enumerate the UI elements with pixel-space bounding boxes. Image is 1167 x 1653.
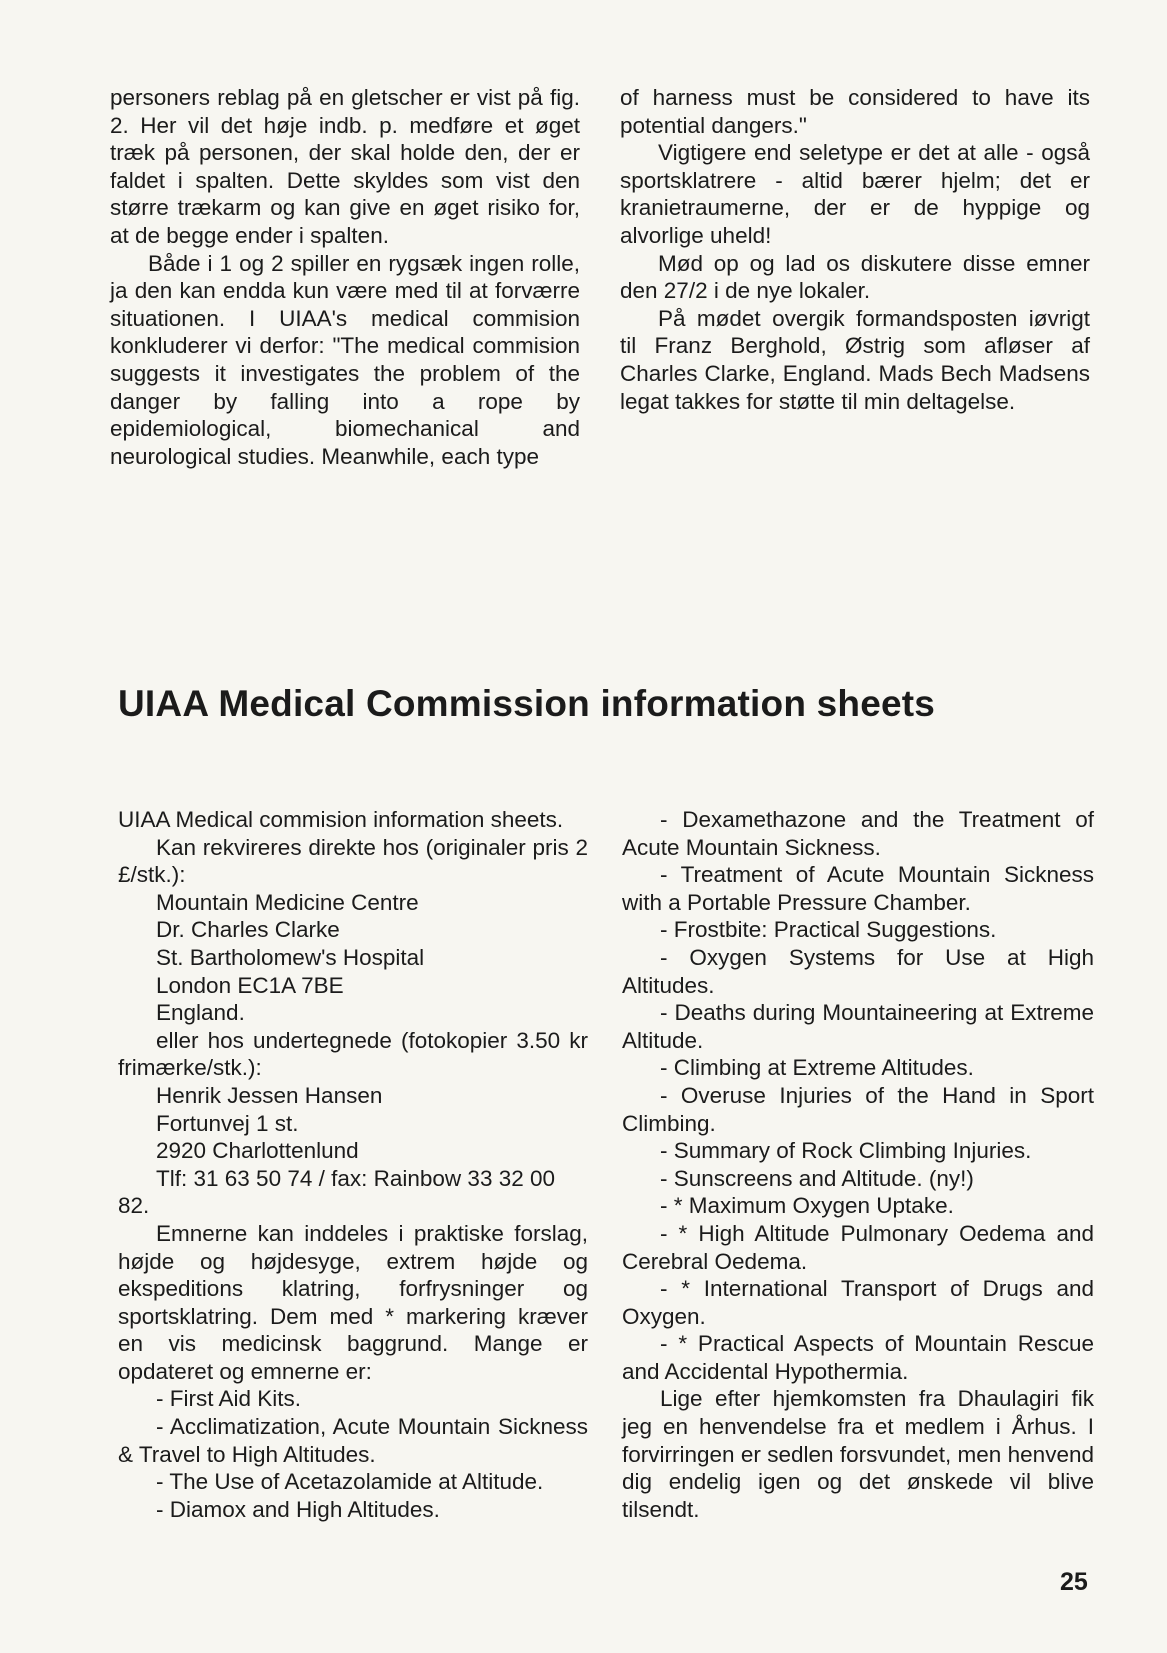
list-item: - Climbing at Extreme Altitudes. (660, 1055, 974, 1081)
list-item: - Deaths during Mountaineering at Extreme Altitude. (622, 1000, 1094, 1053)
address-line: St. Bartholomew's Hospital (156, 944, 425, 970)
paragraph: Vigtigere end seletype er det at alle - også sportsklatrere - altid bærer hjelm; det er kranietraumerne, der er de hyppige og alvorlige uheld! (620, 140, 1090, 248)
address-line: Mountain Medicine Centre (156, 889, 419, 915)
address-line: England. (156, 1000, 245, 1026)
address-block-clarke (118, 889, 588, 1027)
top-left-column (110, 84, 580, 470)
list-item: - Summary of Rock Climbing Injuries. (660, 1138, 1032, 1164)
address-block-hansen (118, 1082, 588, 1165)
list-item: - First Aid Kits. (156, 1386, 302, 1412)
paragraph: of harness must be considered to have its potential dangers." (620, 85, 1090, 138)
bottom-left-column (118, 806, 588, 1523)
address-line: Henrik Jessen Hansen (156, 1082, 383, 1108)
paragraph: På mødet overgik formandsposten iøvrigt til Franz Berghold, Østrig som afløser af Charles Clarke, England. Mads Bech Madsens legat takkes for støtte til min deltagelse. (620, 305, 1090, 414)
list-item: - Treatment of Acute Mountain Sickness with a Portable Pressure Chamber. (622, 862, 1094, 915)
order-line: Kan rekvireres direkte hos (originaler pris 2 £/stk.): (118, 834, 588, 888)
address-line: London EC1A 7BE (156, 972, 344, 998)
section-heading: UIAA Medical Commission information sheets (118, 683, 936, 724)
paragraph: Mød op og lad os diskutere disse emner den 27/2 i de nye lokaler. (620, 250, 1090, 304)
list-item: - Frostbite: Practical Suggestions. (660, 917, 997, 943)
alternative-order-line: eller hos undertegnede (fotokopier 3.50 kr frimærke/stk.): (118, 1027, 588, 1081)
list-item: - Overuse Injuries of the Hand in Sport Climbing. (622, 1082, 1094, 1136)
list-item: - Diamox and High Altitudes. (156, 1496, 440, 1522)
list-item: - * Maximum Oxygen Uptake. (660, 1193, 954, 1219)
list-item: - * High Altitude Pulmonary Oedema and Cerebral Oedema. (622, 1220, 1094, 1274)
closing-paragraph: Lige efter hjemkomsten fra Dhaulagiri fik jeg en henvendelse fra et medlem i Århus. I forvirringen er sedlen forsvundet, men henvend dig endelig igen og det ønskede vil blive tilsendt. (622, 1386, 1094, 1522)
list-item: - The Use of Acetazolamide at Altitude. (156, 1469, 544, 1495)
address-line: Dr. Charles Clarke (156, 917, 340, 943)
address-line: Fortunvej 1 st. (156, 1110, 299, 1136)
list-item: - Oxygen Systems for Use at High Altitudes. (622, 944, 1094, 998)
list-item: - Dexamethazone and the Treatment of Acute Mountain Sickness. (622, 807, 1094, 860)
address-line: 2920 Charlottenlund (156, 1138, 359, 1164)
list-item: - Sunscreens and Altitude. (ny!) (660, 1165, 974, 1191)
bottom-right-column (622, 806, 1094, 1523)
paragraph: personers reblag på en gletscher er vist på fig. 2. Her vil det høje indb. p. medføre et øget træk på personen, der skal holde den, der er faldet i spalten. Dette skyldes som vist den større trækarm og kan give en øget risiko for, at de begge ender i spalten. (110, 85, 580, 248)
list-item: - * Practical Aspects of Mountain Rescue and Accidental Hypothermia. (622, 1331, 1094, 1384)
intro-line: UIAA Medical commision information sheets. (118, 807, 564, 832)
list-item: - * International Transport of Drugs and Oxygen. (622, 1276, 1094, 1329)
phone-fax-line: Tlf: 31 63 50 74 / fax: Rainbow 33 32 00 82. (118, 1165, 556, 1219)
list-item: - Acclimatization, Acute Mountain Sickness & Travel to High Altitudes. (118, 1414, 588, 1467)
page-number: 25 (1060, 1568, 1088, 1596)
top-right-column (620, 84, 1090, 415)
paragraph: Både i 1 og 2 spiller en rygsæk ingen rolle, ja den kan endda kun være med til at forværre situationen. I UIAA's medical commision konkluderer vi derfor: "The medical commision suggests it investigates the problem of the danger by falling into a rope by epidemiological, biomechanical and neurological studies. Meanwhile, each type (110, 250, 580, 469)
topics-intro: Emnerne kan inddeles i praktiske forslag, højde og højdesyge, extrem højde og ekspeditions klatring, forfrysninger og sportsklatring. Dem med * markering kræver en vis medicinsk baggrund. Mange er opdateret og emnerne er: (118, 1220, 588, 1384)
